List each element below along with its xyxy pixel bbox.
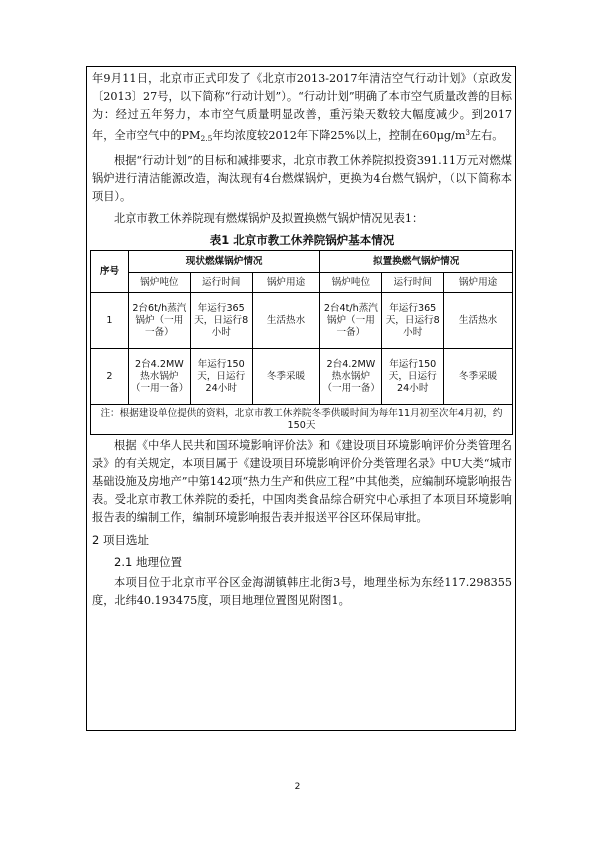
table-cell: 冬季采暖: [444, 349, 513, 405]
document-body: [92, 70, 512, 610]
header-tonnage: 锅炉吨位: [320, 273, 382, 293]
header-runtime: 运行时间: [190, 273, 252, 293]
subsection-heading: 2.1 地理位置: [114, 555, 182, 569]
table-cell: 年运行365天，日运行8小时: [382, 293, 444, 349]
paragraph-text: 年均浓度较2012年下降25%以上，控制在60μg/m: [212, 129, 466, 142]
table-cell: 2: [91, 349, 129, 405]
table-caption: 表1 北京市教工休养院锅炉基本情况: [209, 233, 395, 247]
header-tonnage: 锅炉吨位: [128, 273, 190, 293]
header-usage: 锅炉用途: [252, 273, 320, 293]
table-cell: 生活热水: [252, 293, 320, 349]
header-usage: 锅炉用途: [444, 273, 513, 293]
paragraph-action-plan: [92, 70, 512, 148]
table-cell: 年运行150天，日运行24小时: [190, 349, 252, 405]
table-cell: 2台6t/h蒸汽锅炉（一用一备）: [128, 293, 190, 349]
table-cell: 2台4.2MW热水锅炉（一用一备）: [320, 349, 382, 405]
superscript: 3: [465, 129, 470, 137]
table-cell: 1: [91, 293, 129, 349]
header-runtime: 运行时间: [382, 273, 444, 293]
table-row: [91, 349, 513, 405]
table-note: 注：根据建设单位提供的资料，北京市教工休养院冬季供暖时间为每年11月初至次年4月初，约150天: [91, 405, 513, 435]
subscript: 2.5: [200, 134, 213, 143]
header-existing-group: 现状燃煤锅炉情况: [128, 251, 320, 273]
table-cell: 年运行365天，日运行8小时: [190, 293, 252, 349]
paragraph-investment: 根据“行动计划”的目标和减排要求，北京市教工休养院拟投资391.11万元对燃煤锅炉进行清洁能源改造，淘汰现有4台燃煤锅炉，更换为4台燃气锅炉，（以下简称本项目）。: [92, 154, 512, 203]
paragraph-table-intro: 北京市教工休养院现有燃煤锅炉及拟置换燃气锅炉情况见表1：: [114, 212, 424, 225]
paragraph-text: 左右。: [469, 129, 504, 142]
paragraph-location: 本项目位于北京市平谷区金海湖镇韩庄北街3号，地理坐标为东经117.298355度，北纬40.193475度，项目地理位置图见附图1。: [92, 576, 512, 607]
table-row: [91, 293, 513, 349]
paragraph-text: 年9月11日，北京市正式印发了《北京市2013-2017年清洁空气行动计划》（京政发〔2013〕27号，以下简称“行动计划”）。“行动计划”明确了本市空气质量改善的目标为：经过五年努力，本市空气质量明显改善，重污染天数较大幅度减少。到2017年，全市空气中的PM: [92, 72, 512, 142]
table-cell: 2台4.2MW热水锅炉（一用一备）: [128, 349, 190, 405]
header-planned-group: 拟置换燃气锅炉情况: [320, 251, 513, 273]
table-cell: 冬季采暖: [252, 349, 320, 405]
table-cell: 2台4t/h蒸汽锅炉（一用一备）: [320, 293, 382, 349]
header-seq: 序号: [91, 251, 129, 293]
section-heading: 2 项目选址: [92, 533, 149, 547]
page-number: 2: [294, 782, 301, 792]
paragraph-regulation: 根据《中华人民共和国环境影响评价法》和《建设项目环境影响评价分类管理名录》的有关规定，本项目属于《建设项目环境影响评价分类管理名录》中U大类“城市基础设施及房地产”中第142项“热力生产和供应工程”中其他类，应编制环境影响报告表。受北京市教工休养院的委托，中国肉类食品综合研究中心承担了本项目环境影响报告表的编制工作，编制环境影响报告表并报送平谷区环保局审批。: [92, 439, 512, 524]
table-cell: 年运行150天，日运行24小时: [382, 349, 444, 405]
boiler-table: [90, 250, 513, 435]
table-cell: 生活热水: [444, 293, 513, 349]
